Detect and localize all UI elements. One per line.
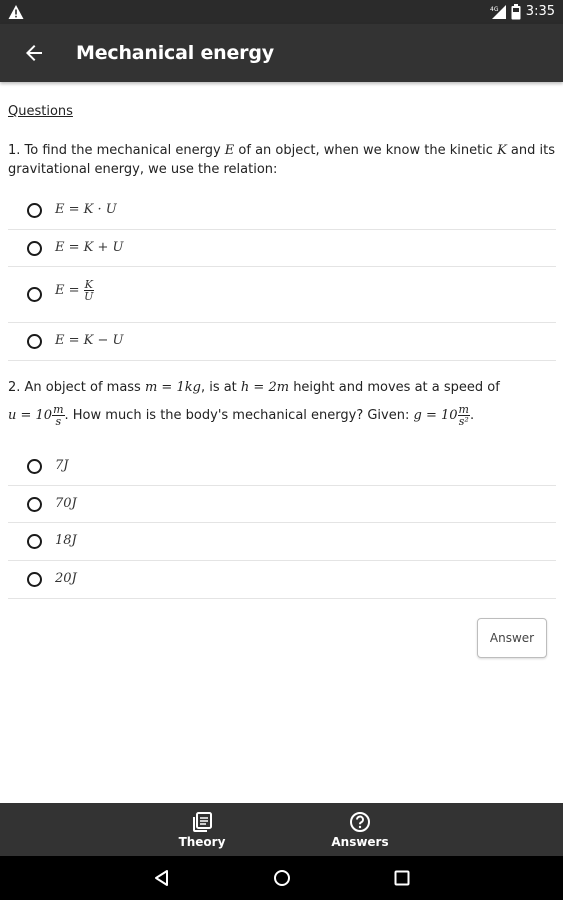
system-nav-bar — [0, 856, 563, 900]
option-label — [55, 279, 94, 302]
var-e: E — [224, 143, 235, 158]
recents-nav-icon[interactable] — [392, 868, 412, 888]
radio-button[interactable] — [27, 334, 42, 349]
tab-label: Theory — [178, 835, 226, 849]
status-bar — [0, 0, 563, 24]
q2-t1: 2. An object of mass — [8, 380, 145, 395]
network-type-label: 4G — [490, 6, 499, 13]
var-m: m — [144, 380, 158, 395]
q2-eq4: = 10 — [421, 408, 458, 423]
question-1-text — [8, 141, 556, 179]
q2-eq1: = 1kg — [157, 380, 201, 395]
var-u: u — [8, 408, 17, 423]
answer-button[interactable]: Answer — [477, 618, 547, 658]
bottom-tab-bar — [0, 803, 563, 856]
back-arrow-icon[interactable] — [22, 41, 46, 65]
option-label: 20J — [55, 571, 77, 586]
help-circle-icon — [349, 811, 371, 833]
radio-button[interactable] — [27, 534, 42, 549]
var-h: h — [240, 380, 250, 395]
radio-button[interactable] — [27, 241, 42, 256]
option-label: 70J — [55, 496, 77, 511]
fraction: $\frac{K}{U}$ — [84, 278, 94, 303]
radio-button[interactable] — [27, 497, 42, 512]
page-title: Mechanical energy — [76, 42, 274, 64]
radio-button[interactable] — [27, 203, 42, 218]
tab-theory[interactable] — [142, 803, 262, 856]
tab-answers[interactable] — [300, 803, 420, 856]
q2-option-3[interactable] — [8, 523, 556, 561]
theory-icon — [191, 811, 213, 833]
q1-option-1[interactable] — [8, 192, 556, 230]
q1-option-2[interactable] — [8, 230, 556, 267]
option-label: E = K − U — [55, 333, 124, 348]
fraction-m-per-s: $\frac{m}{s}$ — [53, 403, 64, 428]
questions-content — [0, 82, 563, 803]
clock: 3:35 — [525, 4, 555, 19]
section-label: Questions — [8, 104, 73, 119]
q2-eq2: = 2m — [249, 380, 290, 395]
q2-t5: . — [469, 408, 475, 423]
question-1-prefix: 1. To find the mechanical energy — [8, 143, 225, 158]
var-k: K — [497, 143, 507, 158]
q2-eq3: = 10 — [16, 408, 53, 423]
signal-icon — [489, 4, 507, 20]
q2-option-1[interactable] — [8, 448, 556, 486]
fraction-m-per-s2: $\frac{m}{\text{s²}}$ — [458, 403, 469, 428]
warning-icon — [8, 4, 24, 20]
option-label: E = K · U — [55, 202, 117, 217]
q1-option-3[interactable] — [8, 267, 556, 323]
radio-button[interactable] — [27, 287, 42, 302]
question-2-text — [8, 374, 556, 430]
radio-button[interactable] — [27, 572, 42, 587]
var-g: g — [413, 408, 422, 423]
q2-t3: height and moves at a speed of — [289, 380, 500, 395]
q2-option-4[interactable] — [8, 561, 556, 599]
option-label: 7J — [55, 458, 69, 473]
q2-t2: , is at — [200, 380, 241, 395]
radio-button[interactable] — [27, 459, 42, 474]
battery-icon — [511, 4, 521, 20]
back-nav-icon[interactable] — [152, 868, 172, 888]
tab-label: Answers — [331, 835, 389, 849]
question-1-mid: of an object, when we know the kinetic — [234, 143, 498, 158]
fraction-option: E = $\frac{K}{U}$ — [55, 278, 94, 303]
q2-option-2[interactable] — [8, 486, 556, 523]
question-1-line2: and its gravitational energy, we use the relation: — [8, 143, 556, 177]
home-nav-icon[interactable] — [272, 868, 292, 888]
app-bar — [0, 24, 563, 82]
q2-t4: . How much is the body's mechanical energy? Given: — [64, 408, 414, 423]
option-label: 18J — [55, 533, 77, 548]
q1-option-4[interactable] — [8, 323, 556, 361]
option-label: E = K + U — [55, 240, 124, 255]
